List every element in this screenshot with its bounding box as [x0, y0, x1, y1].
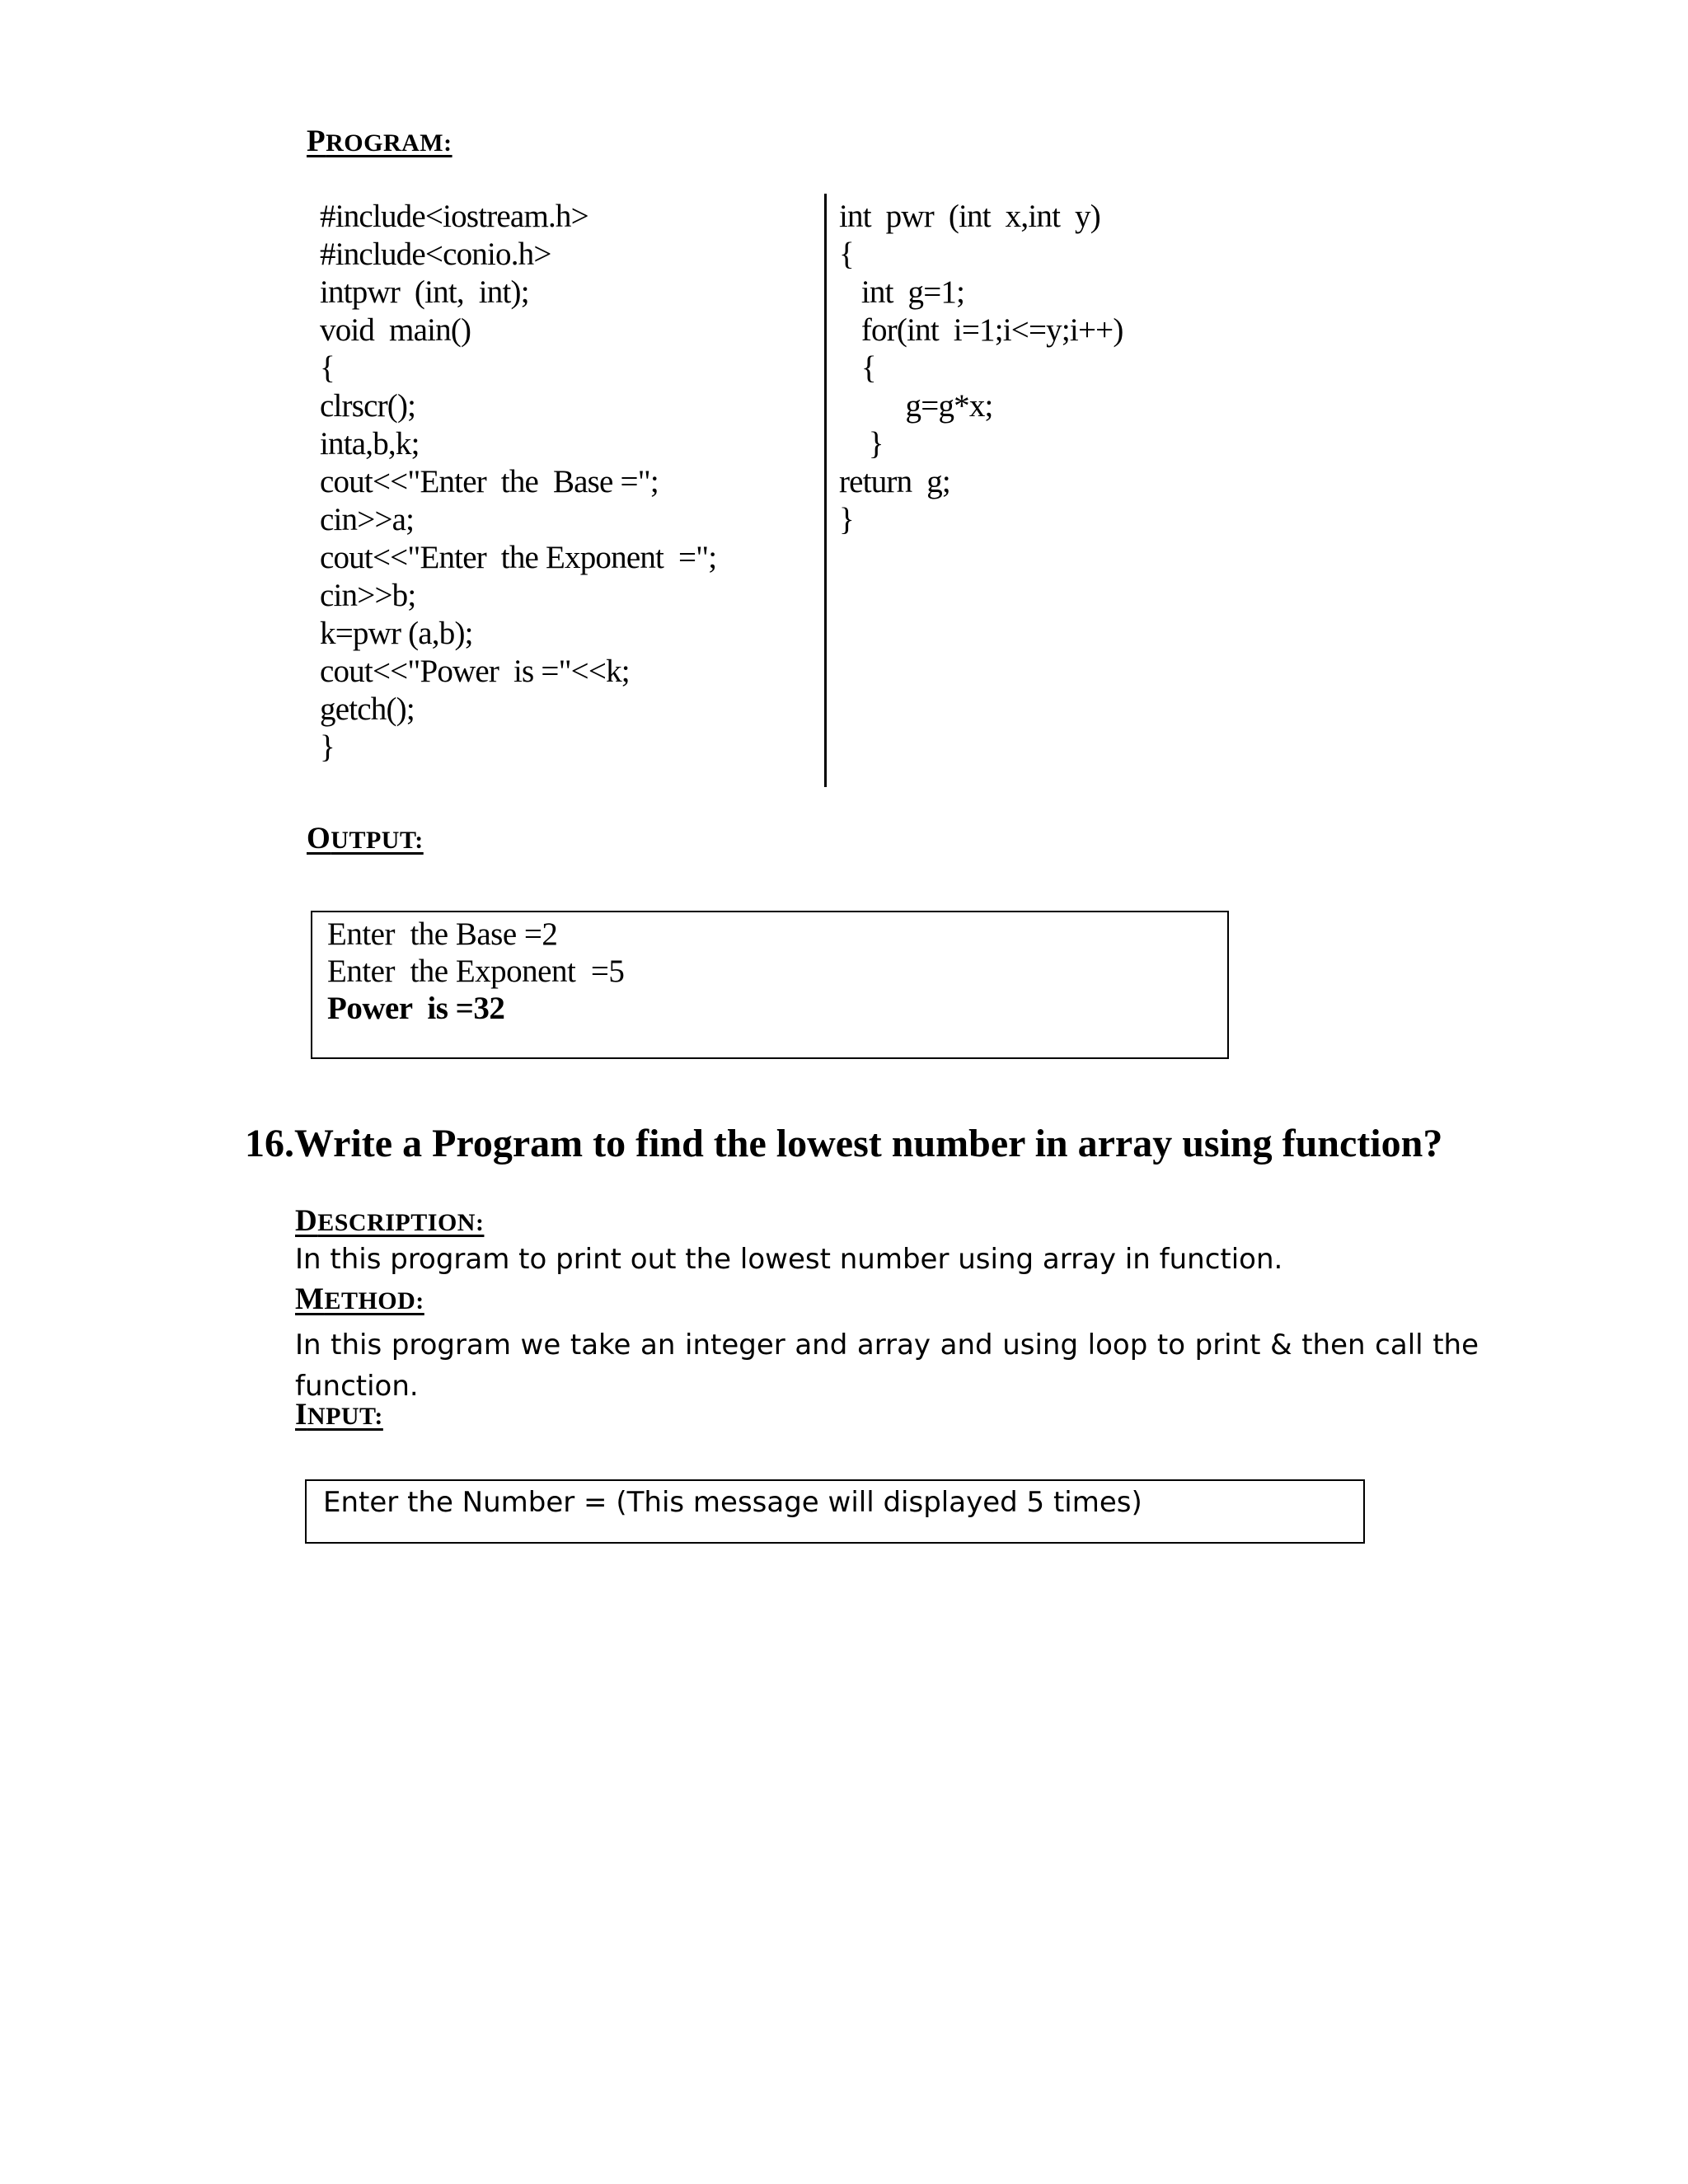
- code-line: k=pwr (a,b);: [320, 616, 473, 651]
- code-line: #include<conio.h>: [320, 237, 551, 272]
- program-heading: PROGRAM:: [307, 124, 452, 158]
- method-heading: METHOD:: [295, 1282, 424, 1316]
- pwr-function-code-block: [839, 198, 1123, 539]
- output-heading: OUTPUT:: [307, 822, 424, 855]
- description-text: In this program to print out the lowest number using array in function.: [295, 1243, 1283, 1276]
- code-line: int pwr (int x,int y): [839, 199, 1100, 234]
- code-line: inta,b,k;: [320, 426, 420, 462]
- output-line: Enter the Base =2: [327, 916, 558, 952]
- code-line: g=g*x;: [839, 388, 993, 424]
- code-line: {: [320, 350, 335, 386]
- code-line: cin>>a;: [320, 502, 415, 537]
- input-heading: INPUT:: [295, 1398, 383, 1432]
- code-line: clrscr();: [320, 388, 416, 424]
- code-line: {: [839, 350, 876, 386]
- output-line: Enter the Exponent =5: [327, 954, 625, 989]
- code-line: void main(): [320, 312, 471, 348]
- main-code-block: [320, 198, 716, 766]
- code-line: }: [839, 426, 884, 462]
- output-line: Power is =32: [327, 991, 505, 1026]
- description-heading: DESCRIPTION:: [295, 1204, 485, 1238]
- code-line: #include<iostream.h>: [320, 199, 588, 234]
- code-column-divider: [824, 194, 827, 787]
- code-line: for(int i=1;i<=y;i++): [839, 312, 1123, 348]
- code-line: int g=1;: [839, 274, 965, 310]
- input-box: [305, 1479, 1365, 1544]
- code-line: getch();: [320, 691, 415, 727]
- code-line: cout<<"Enter the Base =";: [320, 464, 659, 499]
- code-line: cout<<"Enter the Exponent =";: [320, 540, 717, 575]
- question-title: 16.Write a Program to find the lowest number in array using function?: [245, 1122, 1443, 1165]
- code-line: cout<<"Power is ="<<k;: [320, 654, 630, 689]
- code-line: }: [320, 729, 335, 765]
- output-box: [311, 911, 1229, 1059]
- input-line: Enter the Number = (This message will displayed 5 times): [323, 1486, 1142, 1519]
- code-line: }: [839, 502, 854, 537]
- code-line: cin>>b;: [320, 578, 416, 613]
- code-line: return g;: [839, 464, 950, 499]
- method-text: In this program we take an integer and array and using loop to print & then call the function.: [295, 1329, 1479, 1403]
- code-line: intpwr (int, int);: [320, 274, 529, 310]
- code-line: {: [839, 237, 854, 272]
